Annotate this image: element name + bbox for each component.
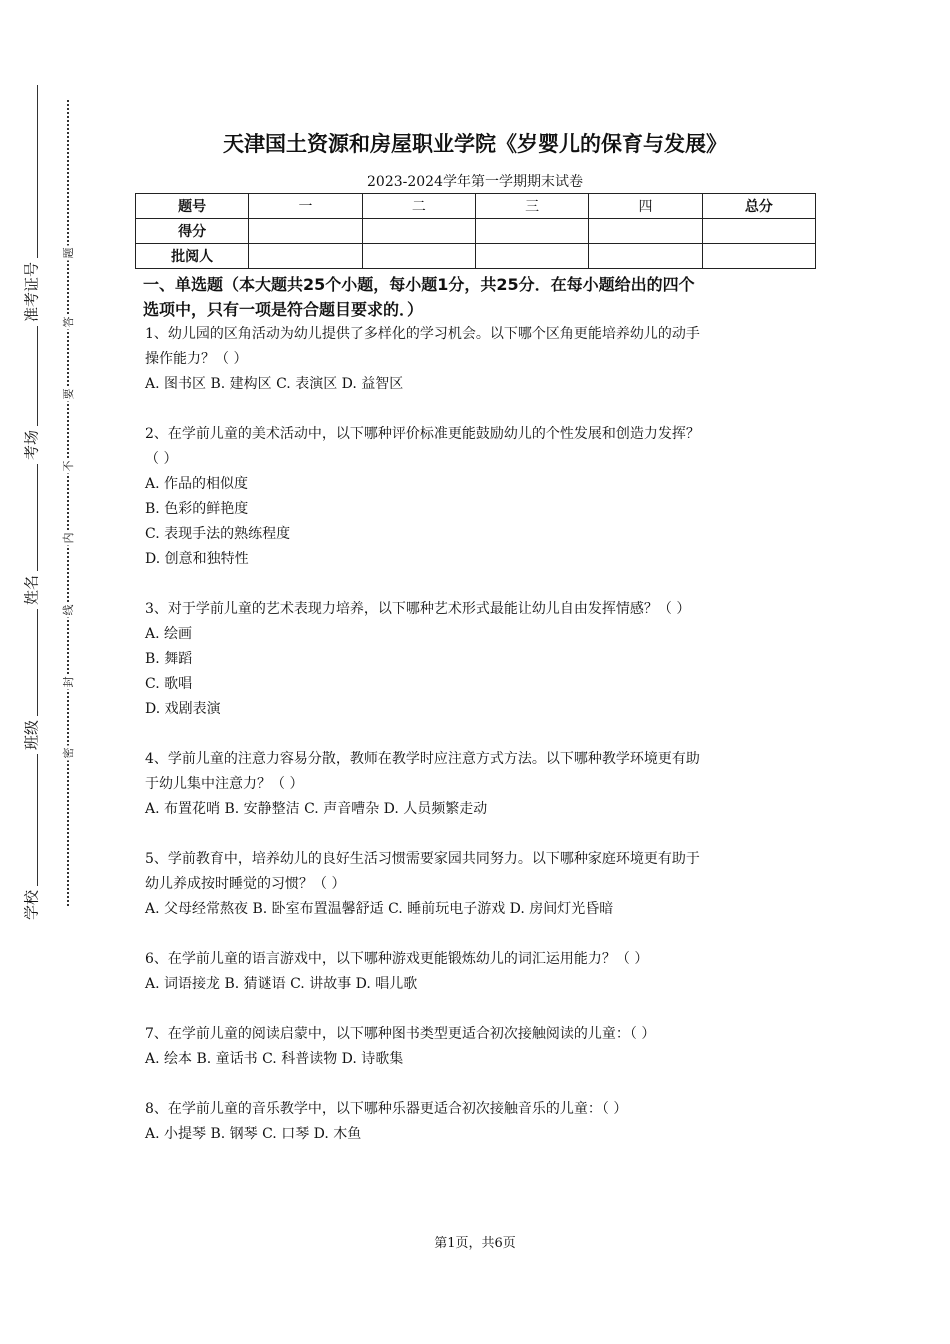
score-table-row (136, 244, 816, 269)
score-table (135, 193, 816, 269)
question-6 (145, 947, 811, 997)
grader-cell (249, 244, 362, 269)
question-option: A. 父母经常熬夜 B. 卧室布置温馨舒适 C. 睡前玩电子游戏 D. 房间灯光昏暗 (145, 901, 614, 917)
exam-content (145, 272, 811, 1147)
score-table-header-cell: 四 (589, 194, 702, 219)
question-5 (145, 847, 811, 922)
score-table-header-cell: 一 (249, 194, 362, 219)
question-spacer (145, 997, 811, 1022)
seal-dotted-line (67, 100, 69, 906)
question-option: A. 小提琴 B. 钢琴 C. 口琴 D. 木鱼 (145, 1126, 362, 1142)
grader-cell (589, 244, 702, 269)
question-4 (145, 747, 811, 822)
question-option: B. 色彩的鲜艳度 (145, 501, 249, 517)
grader-cell (475, 244, 588, 269)
question-3 (145, 597, 811, 722)
question-spacer (145, 922, 811, 947)
score-table-row (136, 219, 816, 244)
question-spacer (145, 397, 811, 422)
score-table-header-cell: 二 (362, 194, 475, 219)
question-list (145, 322, 811, 1147)
score-cell (475, 219, 588, 244)
page-title: 天津国土资源和房屋职业学院《岁婴儿的保育与发展》 (223, 132, 727, 156)
page-footer: 第1页，共6页 (434, 1236, 516, 1251)
question-7 (145, 1022, 811, 1072)
question-spacer (145, 822, 811, 847)
score-cell (702, 219, 815, 244)
question-text: 8、在学前儿童的音乐教学中，以下哪种乐器更适合初次接触音乐的儿童：（ ） (145, 1101, 628, 1117)
score-cell (249, 219, 362, 244)
question-text: 4、学前儿童的注意力容易分散，教师在教学时应注意方式方法。以下哪种教学环境更有助 (145, 751, 700, 767)
grader-cell (702, 244, 815, 269)
question-option: C. 表现手法的熟练程度 (145, 526, 291, 542)
question-option: C. 歌唱 (145, 676, 193, 692)
question-option: A. 图书区 B. 建构区 C. 表演区 D. 益智区 (145, 376, 404, 392)
question-option: A. 布置花哨 B. 安静整洁 C. 声音嘈杂 D. 人员频繁走动 (145, 801, 488, 817)
question-option: A. 绘本 B. 童话书 C. 科普读物 D. 诗歌集 (145, 1051, 404, 1067)
question-1 (145, 322, 811, 397)
question-text: 6、在学前儿童的语言游戏中，以下哪种游戏更能锻炼幼儿的词汇运用能力？（ ） (145, 951, 649, 967)
question-text: 幼儿养成按时睡觉的习惯？（ ） (145, 876, 346, 892)
score-cell (362, 219, 475, 244)
question-text: （ ） (145, 451, 178, 467)
grader-cell (362, 244, 475, 269)
question-text: 5、学前教育中，培养幼儿的良好生活习惯需要家园共同努力。以下哪种家庭环境更有助于 (145, 851, 700, 867)
question-text: 2、在学前儿童的美术活动中，以下哪种评价标准更能鼓励幼儿的个性发展和创造力发挥？ (145, 426, 700, 442)
score-table-header-cell: 题号 (136, 194, 249, 219)
question-option: A. 作品的相似度 (145, 476, 249, 492)
question-option: A. 词语接龙 B. 猜谜语 C. 讲故事 D. 唱儿歌 (145, 976, 418, 992)
question-text: 1、幼儿园的区角活动为幼儿提供了多样化的学习机会。以下哪个区角更能培养幼儿的动手 (145, 326, 700, 342)
score-table-header-cell: 总分 (702, 194, 815, 219)
question-text: 于幼儿集中注意力？（ ） (145, 776, 304, 792)
section-title (143, 272, 811, 322)
score-table-row-label: 得分 (136, 219, 249, 244)
question-option: B. 舞蹈 (145, 651, 193, 667)
question-spacer (145, 1072, 811, 1097)
question-text: 操作能力？（ ） (145, 351, 248, 367)
question-option: D. 戏剧表演 (145, 701, 221, 717)
score-cell (589, 219, 702, 244)
question-8 (145, 1097, 811, 1147)
section-title-line: 选项中，只有一项是符合题目要求的．） (143, 300, 424, 319)
question-2 (145, 422, 811, 572)
section-title-line: 一、单选题（本大题共25个小题，每小题1分，共25分．在每小题给出的四个 (143, 275, 695, 294)
question-option: A. 绘画 (145, 626, 193, 642)
score-table-header-row (136, 194, 816, 219)
page-subtitle: 2023-2024学年第一学期期末试卷 (367, 174, 583, 190)
score-table-row-label: 批阅人 (136, 244, 249, 269)
question-option: D. 创意和独特性 (145, 551, 249, 567)
question-spacer (145, 572, 811, 597)
question-text: 3、对于学前儿童的艺术表现力培养，以下哪种艺术形式最能让幼儿自由发挥情感？（ ） (145, 601, 691, 617)
score-table-header-cell: 三 (475, 194, 588, 219)
binding-solid-line (37, 85, 38, 915)
question-text: 7、在学前儿童的阅读启蒙中，以下哪种图书类型更适合初次接触阅读的儿童：（ ） (145, 1026, 656, 1042)
question-spacer (145, 722, 811, 747)
